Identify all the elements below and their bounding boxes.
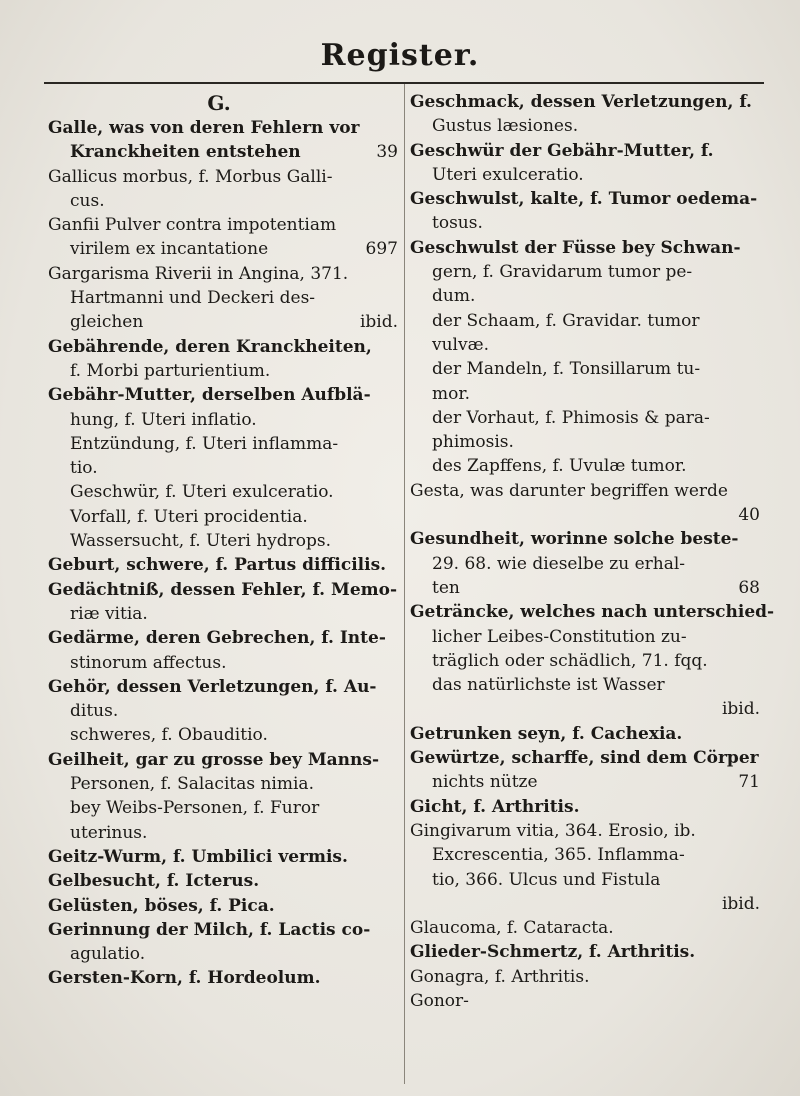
- index-entry-line: [410, 552, 760, 576]
- index-entry-line: [48, 116, 398, 140]
- entry-text: stinorum affectus.: [70, 652, 227, 673]
- entry-text: dum.: [432, 286, 476, 307]
- index-entry-line: [410, 965, 760, 989]
- entry-text: ten: [432, 577, 460, 598]
- index-entry-line: [48, 918, 398, 942]
- entry-text: der Mandeln, f. Tonsillarum tu-: [432, 359, 701, 380]
- index-entry-line: [48, 432, 398, 456]
- entry-text: tio.: [70, 458, 98, 479]
- index-entry-line: [410, 576, 760, 600]
- entry-text: phimosis.: [432, 432, 514, 453]
- entry-text: Geburt, schwere, f. Partus difficilis.: [48, 555, 387, 576]
- index-entry-line: [48, 286, 398, 310]
- page-reference: 68: [738, 577, 760, 598]
- entry-text: Getrunken seyn, f. Cachexia.: [410, 723, 683, 744]
- entry-text: gleichen: [70, 312, 144, 333]
- index-entry-line: [410, 454, 760, 478]
- entry-text: Entzündung, f. Uteri inflamma-: [70, 433, 339, 454]
- index-entry-line: [410, 600, 775, 624]
- index-entry-line: [48, 140, 398, 164]
- index-entry-line: [48, 480, 398, 504]
- entry-text: Vorfall, f. Uteri procidentia.: [70, 506, 308, 527]
- index-entry-line: [410, 139, 760, 163]
- entry-text: tio, 366. Ulcus und Fistula: [432, 869, 661, 890]
- index-entry-line: [410, 527, 760, 551]
- entry-text: Geilheit, gar zu grosse bey Manns-: [48, 749, 380, 770]
- index-entry-line: [410, 479, 760, 503]
- entry-text: Geschwür der Gebähr-Mutter, f.: [410, 140, 714, 161]
- left-column: [48, 90, 398, 991]
- index-entry-line: [48, 578, 398, 602]
- index-entry-line: [48, 748, 398, 772]
- entry-text: Gedächtniß, dessen Fehler, f. Memo-: [48, 579, 398, 600]
- column-divider: [404, 84, 405, 1084]
- index-entry-line: [48, 165, 398, 189]
- index-entry-line: [48, 845, 398, 869]
- index-entry-line: [410, 211, 760, 235]
- index-entry-line: [410, 430, 760, 454]
- index-entry-line: [410, 819, 760, 843]
- right-column: [410, 90, 775, 1013]
- index-entry-line: [410, 382, 760, 406]
- index-entry-line: [410, 333, 760, 357]
- index-entry-line: [48, 310, 398, 334]
- index-entry-line: [48, 894, 398, 918]
- index-entry-line: [48, 796, 398, 820]
- entry-text: agulatio.: [70, 944, 146, 965]
- entry-text: Gelüsten, böses, f. Pica.: [48, 895, 275, 916]
- entry-text: Excrescentia, 365. Inflamma-: [432, 845, 685, 866]
- index-entry-line: [410, 843, 760, 867]
- entry-text: ditus.: [70, 701, 119, 722]
- index-entry-line: [410, 309, 760, 333]
- entry-text: hung, f. Uteri inflatio.: [70, 409, 257, 430]
- entry-text: Galle, was von deren Fehlern vor: [48, 118, 360, 138]
- entry-text: Gonagra, f. Arthritis.: [410, 966, 590, 987]
- entry-text: cus.: [70, 190, 105, 211]
- index-entry-line: [48, 383, 398, 407]
- index-entry-line: [48, 675, 398, 699]
- entry-text: 29. 68. wie dieselbe zu erhal-: [432, 553, 686, 574]
- entry-text: Gallicus morbus, f. Morbus Galli-: [48, 166, 333, 187]
- index-entry-line: [48, 626, 398, 650]
- index-entry-line: [48, 553, 398, 577]
- entry-text: Geitz-Wurm, f. Umbilici vermis.: [48, 846, 348, 867]
- entry-text: der Vorhaut, f. Phimosis & para-: [432, 407, 710, 428]
- page-reference: ibid.: [359, 312, 398, 333]
- index-entry-line: [410, 503, 760, 527]
- index-entry-line: [410, 625, 760, 649]
- page-reference: 71: [738, 772, 760, 793]
- index-entry-line: [410, 722, 760, 746]
- index-entry-line: [410, 673, 760, 697]
- index-entry-line: [410, 649, 760, 673]
- index-entry-line: [410, 114, 760, 138]
- index-entry-line: [48, 262, 398, 286]
- entry-text: Gingivarum vitia, 364. Erosio, ib.: [410, 820, 696, 841]
- index-entry-line: [410, 770, 760, 794]
- entry-text: Kranckheiten entstehen: [70, 142, 301, 163]
- page-reference: 697: [365, 239, 398, 260]
- index-entry-line: [410, 868, 760, 892]
- entry-text: Glaucoma, f. Cataracta.: [410, 918, 614, 939]
- index-entry-line: [48, 408, 398, 432]
- index-entry-line: [48, 213, 398, 237]
- entry-text: träglich oder schädlich, 71. fqq.: [432, 650, 708, 671]
- index-entry-line: [410, 187, 760, 211]
- page-reference: 40: [738, 505, 760, 526]
- index-entry-line: [410, 892, 760, 916]
- entry-text: bey Weibs-Personen, f. Furor: [70, 798, 320, 819]
- entry-text: Gebähr-Mutter, derselben Aufblä-: [48, 385, 371, 406]
- entry-text: Gargarisma Riverii in Angina, 371.: [48, 263, 349, 284]
- page-reference: ibid.: [721, 699, 760, 720]
- index-entry-line: [48, 529, 398, 553]
- index-entry-line: [48, 699, 398, 723]
- entry-text: virilem ex incantatione: [70, 239, 269, 260]
- entry-text: mor.: [432, 383, 471, 404]
- entry-text: Gersten-Korn, f. Hordeolum.: [48, 968, 321, 989]
- index-entry-line: [48, 505, 398, 529]
- entry-text: Personen, f. Salacitas nimia.: [70, 774, 314, 795]
- entry-text: Geschmack, dessen Verletzungen, f.: [410, 92, 752, 112]
- section-letter: G.: [207, 91, 231, 115]
- entry-text: licher Leibes-Constitution zu-: [432, 626, 687, 647]
- entry-text: Geschwulst, kalte, f. Tumor oedema-: [410, 189, 758, 210]
- entry-text: f. Morbi parturientium.: [70, 360, 271, 381]
- index-entry-line: [48, 723, 398, 747]
- index-entry-line: [410, 795, 760, 819]
- entry-text: Geträncke, welches nach unterschied-: [410, 602, 775, 623]
- index-entry-line: [410, 916, 760, 940]
- index-entry-line: [48, 966, 398, 990]
- entry-text: vulvæ.: [432, 334, 489, 355]
- entry-text: der Schaam, f. Gravidar. tumor: [432, 310, 700, 331]
- index-entry-line: [48, 189, 398, 213]
- index-entry-line: [48, 942, 398, 966]
- entry-text: gern, f. Gravidarum tumor pe-: [432, 262, 693, 283]
- entry-text: Gustus læsiones.: [432, 116, 579, 137]
- entry-text: Geschwür, f. Uteri exulceratio.: [70, 482, 334, 503]
- entry-text: Hartmanni und Deckeri des-: [70, 288, 316, 309]
- entry-text: Gesundheit, worinne solche beste-: [410, 529, 739, 550]
- index-entry-line: [48, 237, 398, 261]
- entry-text: des Zapffens, f. Uvulæ tumor.: [432, 456, 687, 477]
- index-entry-line: [48, 651, 398, 675]
- index-entry-line: [410, 163, 760, 187]
- index-entry-line: [410, 236, 760, 260]
- entry-text: schweres, f. Obauditio.: [70, 725, 268, 746]
- index-entry-line: [48, 869, 398, 893]
- index-entry-line: [48, 772, 398, 796]
- entry-text: tosus.: [432, 213, 483, 234]
- entry-text: Gicht, f. Arthritis.: [410, 796, 580, 817]
- index-entry-line: [410, 284, 760, 308]
- entry-text: Gewürtze, scharffe, sind dem Cörper: [410, 748, 759, 769]
- index-entry-line: [48, 359, 398, 383]
- entry-text: Gelbesucht, f. Icterus.: [48, 871, 260, 892]
- entry-text: riæ vitia.: [70, 603, 148, 624]
- entry-text: Ganfii Pulver contra impotentiam: [48, 215, 337, 236]
- entry-text: Gedärme, deren Gebrechen, f. Inte-: [48, 628, 386, 649]
- index-entry-line: [48, 821, 398, 845]
- entry-text: Geschwulst der Füsse bey Schwan-: [410, 237, 741, 258]
- index-entry-line: [410, 989, 760, 1013]
- entry-text: Glieder-Schmertz, f. Arthritis.: [410, 942, 696, 963]
- index-entry-line: [48, 602, 398, 626]
- entry-text: Uteri exulceratio.: [432, 164, 584, 185]
- page-reference: ibid.: [721, 893, 760, 914]
- index-entry-line: [410, 940, 760, 964]
- entry-text: Gesta, was darunter begriffen werde: [410, 480, 728, 501]
- entry-text: Gehör, dessen Verletzungen, f. Au-: [48, 676, 377, 697]
- index-entry-line: [48, 335, 398, 359]
- entry-text: Wassersucht, f. Uteri hydrops.: [70, 531, 332, 552]
- index-entry-line: [410, 90, 760, 114]
- index-entry-line: [48, 456, 398, 480]
- entry-text: das natürlichste ist Wasser: [432, 675, 665, 696]
- index-entry-line: [410, 260, 760, 284]
- page-reference: 39: [376, 142, 398, 163]
- index-entry-line: [410, 746, 760, 770]
- entry-text: Gerinnung der Milch, f. Lactis co-: [48, 919, 371, 940]
- index-entry-line: [410, 357, 760, 381]
- entry-text: uterinus.: [70, 822, 148, 843]
- index-entry-line: [410, 406, 760, 430]
- entry-text: Gebährende, deren Kranckheiten,: [48, 336, 372, 357]
- index-entry-line: [410, 697, 760, 721]
- running-head: Register.: [320, 38, 480, 73]
- entry-text: Gonor-: [410, 990, 469, 1011]
- entry-text: nichts nütze: [432, 772, 538, 793]
